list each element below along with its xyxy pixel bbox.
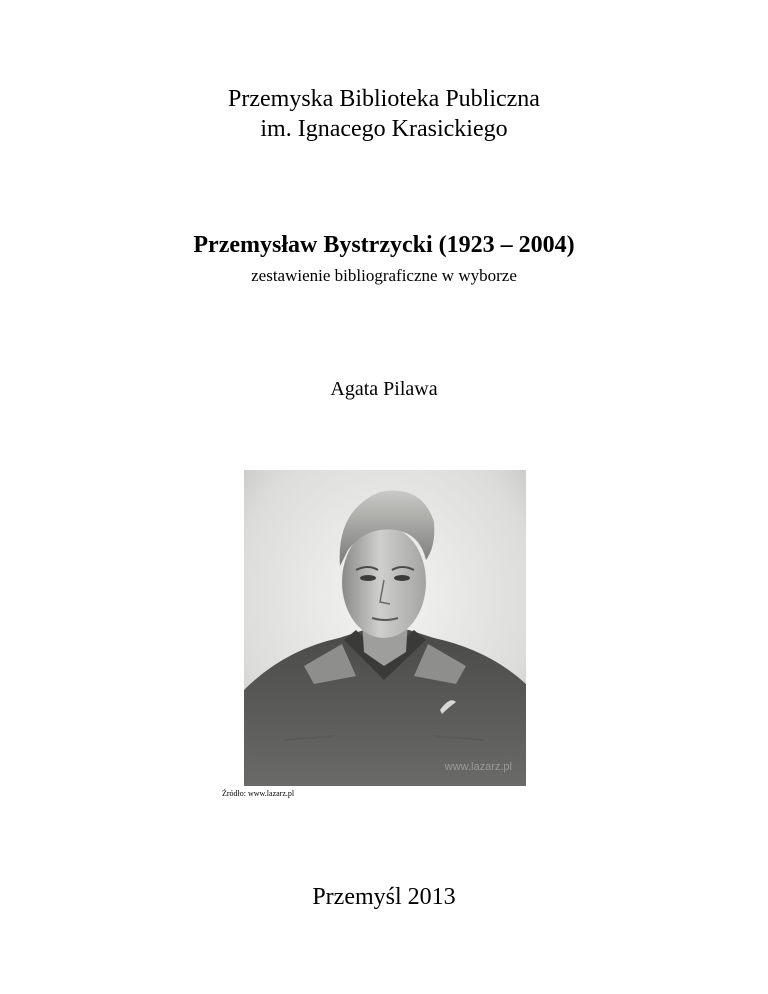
author-name: Agata Pilawa [330,378,438,400]
institution-patron: im. Ignacego Krasickiego [260,116,508,142]
portrait-photo [244,470,526,786]
photo-watermark: www.lazarz.pl [444,761,512,773]
photo-credit: Źródło: www.lazarz.pl [222,789,295,798]
institution-name: Przemyska Biblioteka Publiczna [228,86,540,112]
document-title: Przemysław Bystrzycki (1923 – 2004) [193,232,575,258]
place-and-year: Przemyśl 2013 [312,884,456,910]
document-subtitle: zestawienie bibliograficzne w wyborze [251,266,517,285]
